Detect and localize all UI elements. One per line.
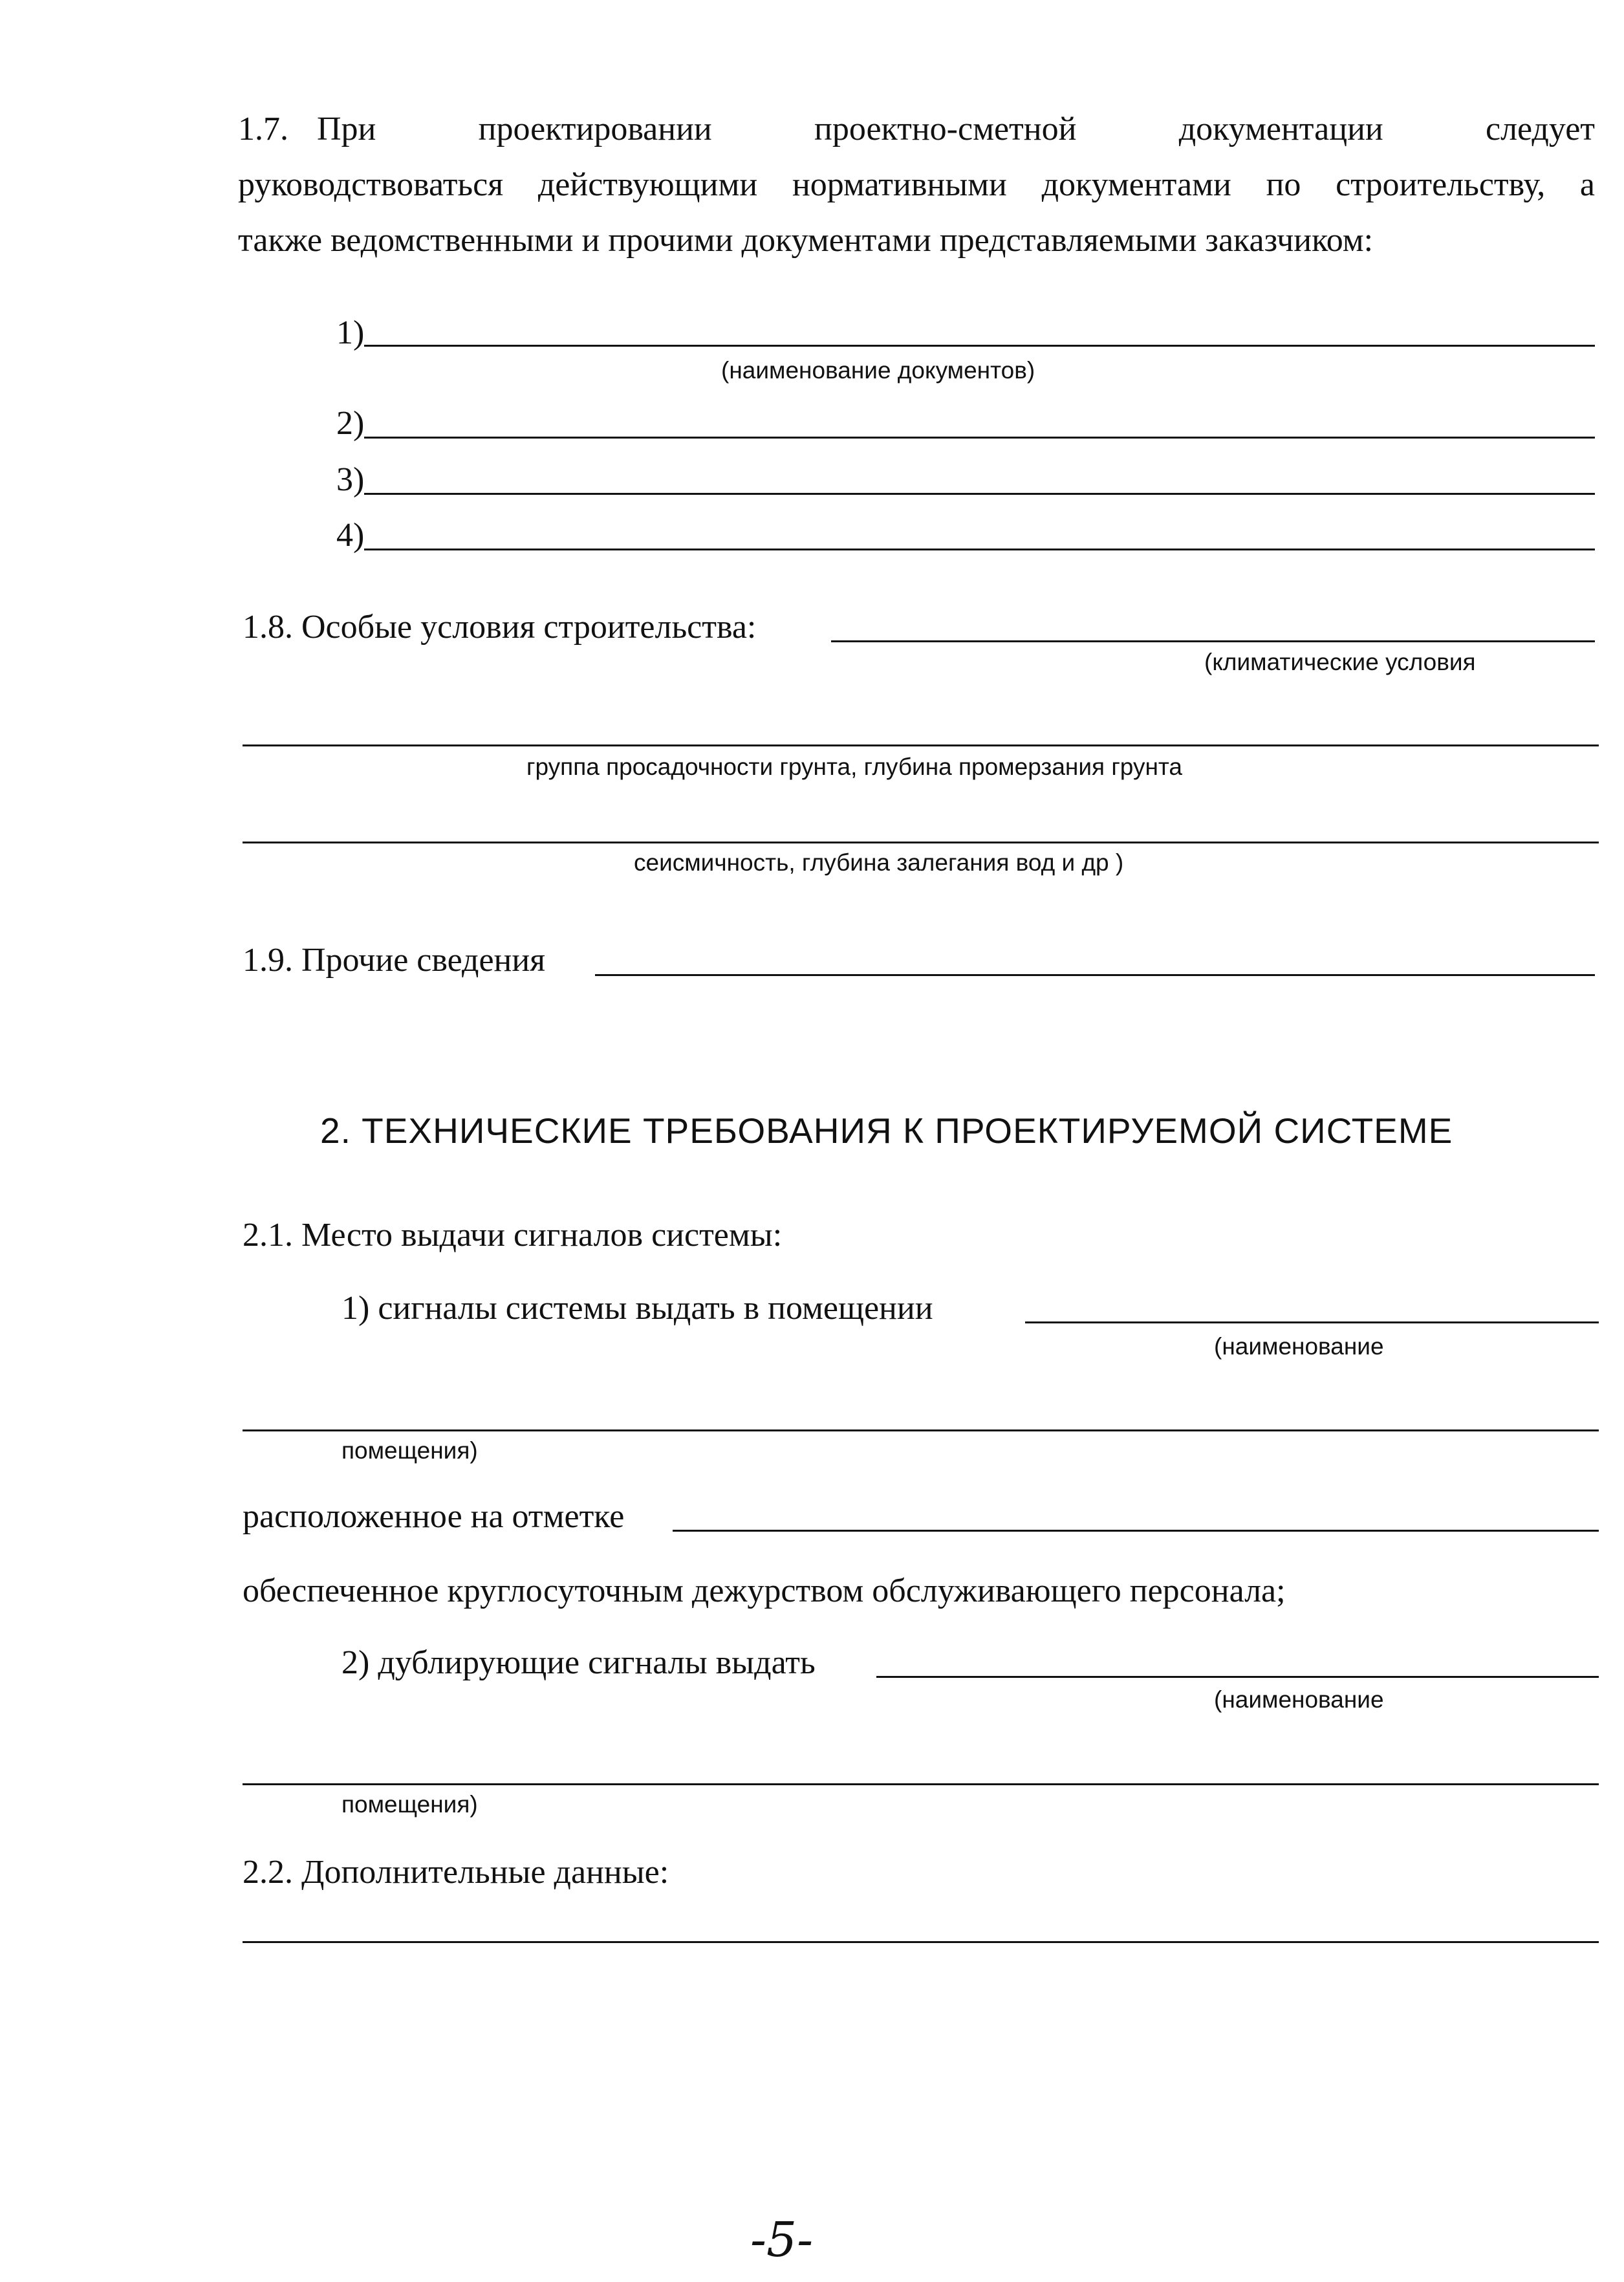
- doc-item-4-line[interactable]: [364, 549, 1595, 550]
- s21-mark-line[interactable]: [673, 1530, 1599, 1532]
- s21-item1-label: 1) сигналы системы выдать в помещении: [341, 1290, 933, 1327]
- s18-label: 1.8. Особые условия строительства:: [243, 609, 757, 646]
- doc-item-2-label: 2): [336, 405, 365, 442]
- s18-caption-climate: (климатические условия: [1204, 649, 1476, 675]
- section2-heading: 2. ТЕХНИЧЕСКИЕ ТРЕБОВАНИЯ К ПРОЕКТИРУЕМОЙ СИСТЕМЕ: [320, 1111, 1453, 1151]
- doc-item-3-label: 3): [336, 461, 365, 498]
- s21-item2-line[interactable]: [876, 1676, 1599, 1678]
- s18-caption-soil: группа просадочности грунта, глубина промерзания грунта: [526, 754, 1183, 780]
- s18-line-1[interactable]: [831, 640, 1595, 642]
- doc-item-2-line[interactable]: [364, 437, 1595, 439]
- s21-item2-label: 2) дублирующие сигналы выдать: [341, 1644, 816, 1681]
- s18-caption-seismic: сеисмичность, глубина залегания вод и др ): [634, 849, 1124, 876]
- s22-label: 2.2. Дополнительные данные:: [243, 1854, 669, 1891]
- doc-item-1-label: 1): [336, 314, 365, 351]
- doc-item-3-line[interactable]: [364, 493, 1595, 495]
- s17-line1: При проектировании проектно-сметной документации следует: [317, 111, 1595, 147]
- s21-caption-name: (наименование: [1214, 1333, 1384, 1360]
- page-number: -5-: [750, 2212, 814, 2268]
- s19-line[interactable]: [595, 974, 1595, 976]
- s21-label: 2.1. Место выдачи сигналов системы:: [243, 1217, 783, 1254]
- s21-room-line-2[interactable]: [243, 1783, 1599, 1785]
- s21-room-line[interactable]: [243, 1429, 1599, 1431]
- doc-names-caption: (наименование документов): [721, 357, 1035, 384]
- s21-caption-room-2: помещения): [341, 1791, 478, 1818]
- s21-item1-line[interactable]: [1025, 1321, 1599, 1323]
- s21-caption-name-2: (наименование: [1214, 1686, 1384, 1713]
- s17-line2: руководствоваться действующими нормативными документами по строительству, а: [238, 166, 1595, 203]
- s19-label: 1.9. Прочие сведения: [243, 942, 546, 979]
- s21-duty-text: обеспеченное круглосуточным дежурством обслуживающего персонала;: [243, 1572, 1286, 1609]
- s21-mark-label: расположенное на отметке: [243, 1498, 625, 1535]
- s18-line-2[interactable]: [243, 744, 1599, 746]
- s17-line3: также ведомственными и прочими документами представляемыми заказчиком:: [238, 222, 1374, 259]
- s21-caption-room: помещения): [341, 1437, 478, 1464]
- s18-line-3[interactable]: [243, 842, 1599, 843]
- s22-line[interactable]: [243, 1941, 1599, 1943]
- s17-number: 1.7.: [238, 111, 288, 147]
- doc-item-1-line[interactable]: [364, 345, 1595, 347]
- doc-item-4-label: 4): [336, 517, 365, 554]
